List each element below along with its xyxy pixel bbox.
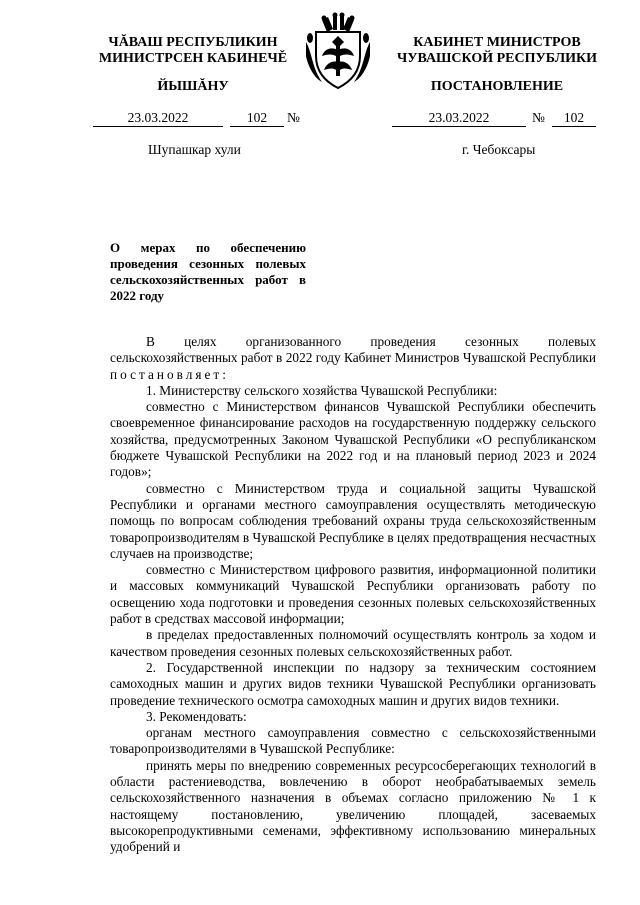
issuer-line1-chuvash: ЧĂВАШ РЕСПУБЛИКИН xyxy=(108,35,278,50)
issuer-line2-chuvash: МИНИСТРСЕН КАБИНЕЧĚ xyxy=(98,51,288,66)
intro-lead: В целях организованного проведения сезонных полевых сельскохозяйственных работ в 2022 году Кабинет Министров Чувашской Республики xyxy=(110,334,596,366)
paragraph-1-d: в пределах предоставленных полномочий осуществлять контроль за ходом и качеством проведения сезонных полевых сельскохозяйственных работ. xyxy=(110,627,596,659)
document-subject: О мерах по обеспечению проведения сезонных полевых сельскохозяйственных работ в 2022 году xyxy=(110,240,306,303)
paragraph-3-a: органам местного самоуправления совместно с сельскохозяйственными товаропроизводителями в Чувашской Республике: xyxy=(110,725,596,757)
date-field-right: 23.03.2022 xyxy=(392,110,526,127)
number-field-right: 102 xyxy=(552,110,596,127)
paragraph-1-c: совместно с Министерством цифрового развития, информационной политики и массовых коммуникаций Чувашской Республики организовать работу по освещению хода подготовки и проведения сезонных полевых сельскохозяйственных работ в средствах массовой информации; xyxy=(110,562,596,627)
number-field-left: 102 xyxy=(230,110,284,127)
paragraph-1: 1. Министерству сельского хозяйства Чувашской Республики: xyxy=(146,382,498,398)
paragraph-3-a-1: принять меры по внедрению современных ресурсосберегающих технологий в области растениеводства, вовлечению в оборот необрабатываемых земель сельскохозяйственного назначения в объемах согласно приложению № 1 к настоящему постановлению, увеличению площадей, засеваемых высокорепродуктивными семенами, эффективному использованию минеральных удобрений и xyxy=(110,757,596,855)
intro-resolves: постановляет: xyxy=(110,366,229,382)
issuer-line2-russian: ЧУВАШСКОЙ РЕСПУБЛИКИ xyxy=(396,51,598,66)
number-sign-left: № xyxy=(287,110,300,125)
paragraph-1-a: совместно с Министерством финансов Чувашской Республики обеспечить своевременное финансирование расходов на государственную поддержку сельского хозяйства, предусмотренных Законом Чувашской Республики «О республиканском бюджете Чувашской Республики на 2022 год и на плановый период 2023 и 2024 годов»; xyxy=(110,399,596,480)
document-body xyxy=(110,334,596,856)
place-russian: г. Чебоксары xyxy=(462,142,536,157)
date-field-left: 23.03.2022 xyxy=(93,110,223,127)
paragraph-1-b: совместно с Министерством труда и социальной защиты Чувашской Республики и органами местного самоуправления осуществлять методическую помощь по вопросам соблюдения требований охраны труда сельскохозяйственным товаропроизводителям в Чувашской Республике в целях предотвращения несчастных случаев на производстве; xyxy=(110,480,596,561)
paragraph-2: 2. Государственной инспекции по надзору за техническим состоянием самоходных машин и других видов техники Чувашской Республики организовать проведение технического осмотра самоходных машин и других видов техники. xyxy=(110,659,596,708)
doc-type-russian: ПОСТАНОВЛЕНИЕ xyxy=(430,79,564,94)
intro-paragraph xyxy=(110,334,596,383)
coat-of-arms-chuvash-icon xyxy=(302,12,374,94)
place-chuvash: Шупашкар хули xyxy=(148,142,241,157)
doc-type-chuvash: ЙЫШĂНУ xyxy=(157,79,229,94)
paragraph-3: 3. Рекомендовать: xyxy=(146,708,247,724)
issuer-line1-russian: КАБИНЕТ МИНИСТРОВ xyxy=(413,35,581,50)
number-sign-right: № xyxy=(532,110,545,125)
